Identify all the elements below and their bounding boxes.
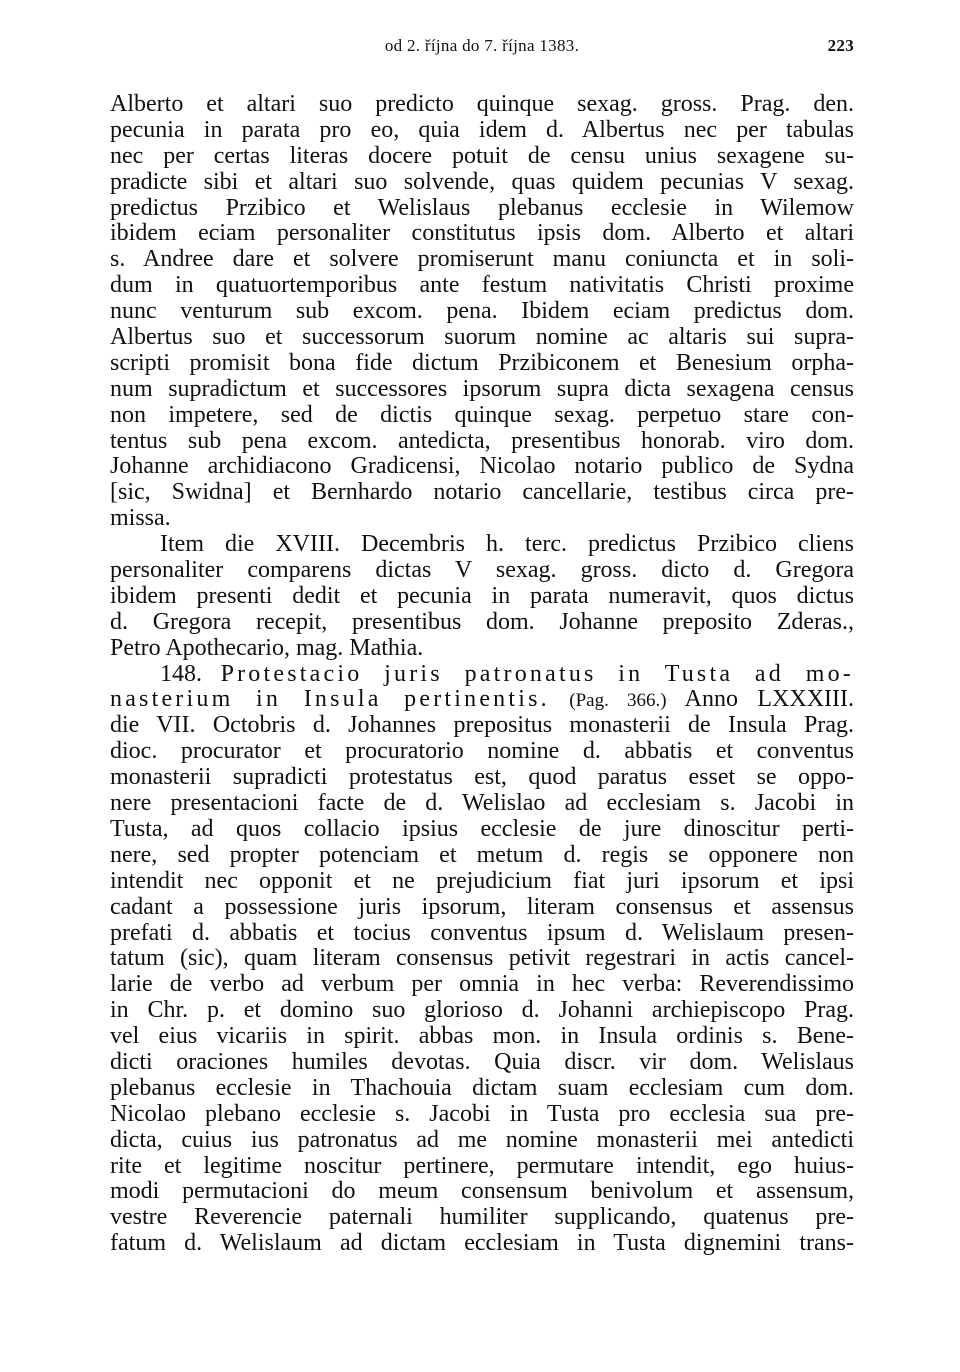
entry-heading-line xyxy=(110,687,854,713)
running-head xyxy=(110,28,854,68)
text-line: Nicolao plebano ecclesie s. Jacobi in Tusta pro ecclesia sua pre- xyxy=(110,1100,854,1127)
text-line: intendit nec opponit et ne prejudicium fiat juri ipsorum et ipsi xyxy=(110,867,854,894)
text-line: pradicte sibi et altari suo solvende, quas quidem pecunias V sexag. xyxy=(110,168,854,195)
body-text xyxy=(110,92,854,1257)
text-line: s. Andree dare et solvere promiserunt manu coniuncta et in soli- xyxy=(110,246,854,273)
page-reference: (Pag. 366.) xyxy=(569,690,667,712)
text-line: monasterii supradicti protestatus est, quod paratus esset se oppo- xyxy=(110,764,854,791)
text-line: personaliter comparens dictas V sexag. gross. dicto d. Gregora xyxy=(110,557,854,584)
text-line: nunc venturum sub excom. pena. Ibidem eciam predictus dom. xyxy=(110,298,854,325)
text-line: die VII. Octobris d. Johannes prepositus monasterii de Insula Prag. xyxy=(110,712,854,739)
entry-title-continued: nasterium in Insula pertinentis. xyxy=(110,686,550,713)
text-line: missa. xyxy=(110,505,171,532)
text-line: vel eius vicariis in spirit. abbas mon. in Insula ordinis s. Bene- xyxy=(110,1023,854,1050)
entry-date-start: Anno LXXXIII. xyxy=(684,686,855,713)
text-line: Albertus suo et successorum suorum nomine ac altaris sui supra- xyxy=(110,324,854,351)
text-line: predictus Przibico et Welislaus plebanus ecclesie in Wilemow xyxy=(110,194,854,221)
text-line: dioc. procurator et procuratorio nomine d. abbatis et conventus xyxy=(110,738,854,765)
text-line: modi permutacioni do meum consensum benivolum et assensum, xyxy=(110,1178,854,1205)
text-line: rite et legitime noscitur pertinere, permutare intendit, ego huius- xyxy=(110,1152,854,1179)
text-line: ibidem presenti dedit et pecunia in parata numeravit, quos dictus xyxy=(110,582,854,609)
page-number: 223 xyxy=(827,36,854,55)
text-line: in Chr. p. et domino suo glorioso d. Johanni archiepiscopo Prag. xyxy=(110,997,854,1024)
text-line: tentus sub pena excom. antedicta, presentibus honorab. viro dom. xyxy=(110,427,854,454)
text-line: nere, sed propter potenciam et metum d. regis se opponere non xyxy=(110,841,854,868)
text-line: Tusta, ad quos collacio ipsius ecclesie de jure dinoscitur perti- xyxy=(110,815,854,842)
entry-title: Protestacio juris patronatus in Tusta ad mo- xyxy=(220,660,855,687)
text-line: larie de verbo ad verbum per omnia in hec verba: Reverendissimo xyxy=(110,971,854,998)
text-line: nec per certas literas docere potuit de censu unius sexagene su- xyxy=(110,142,854,169)
text-line: plebanus ecclesie in Thachouia dictam suam ecclesiam cum dom. xyxy=(110,1074,854,1101)
entry-number: 148. xyxy=(160,660,202,687)
text-line: Item die XVIII. Decembris h. terc. predictus Przibico cliens xyxy=(160,531,854,558)
text-line: cadant a possessione juris ipsorum, literam consensus et assensus xyxy=(110,893,854,920)
text-line: ibidem eciam personaliter constitutus ipsis dom. Alberto et altari xyxy=(110,220,854,247)
text-line: num supradictum et successores ipsorum supra dicta sexagena census xyxy=(110,375,854,402)
text-line: prefati d. abbatis et tocius conventus ipsum d. Welislaum presen- xyxy=(110,919,854,946)
entry-heading-line xyxy=(110,662,854,688)
text-line: non impetere, sed de dictis quinque sexag. perpetuo stare con- xyxy=(110,401,854,428)
document-page xyxy=(110,28,854,1257)
text-line: dum in quatuortemporibus ante festum nativitatis Christi proxime xyxy=(110,272,854,299)
text-line: Petro Apothecario, mag. Mathia. xyxy=(110,634,424,661)
text-line: fatum d. Welislaum ad dictam ecclesiam in Tusta dignemini trans- xyxy=(110,1230,854,1257)
text-line: dicta, cuius ius patronatus ad me nomine monasterii mei antedicti xyxy=(110,1126,854,1153)
text-line: Alberto et altari suo predicto quinque sexag. gross. Prag. den. xyxy=(110,91,854,117)
text-line: tatum (sic), quam literam consensus petivit regestrari in actis cancel- xyxy=(110,945,854,972)
text-line: pecunia in parata pro eo, quia idem d. Albertus nec per tabulas xyxy=(110,116,854,143)
text-line: vestre Reverencie paternali humiliter supplicando, quatenus pre- xyxy=(110,1204,854,1231)
text-line: nere presentacioni facte de d. Welislao ad ecclesiam s. Jacobi in xyxy=(110,790,854,817)
text-line: scripti promisit bona fide dictum Przibiconem et Benesium orpha- xyxy=(110,349,854,376)
text-line: [sic, Swidna] et Bernhardo notario cancellarie, testibus circa pre- xyxy=(110,479,854,506)
text-line: d. Gregora recepit, presentibus dom. Johanne preposito Zderas., xyxy=(110,608,854,635)
text-line: dicti oraciones humiles devotas. Quia discr. vir dom. Welislaus xyxy=(110,1048,854,1075)
text-line: Johanne archidiacono Gradicensi, Nicolao notario publico de Sydna xyxy=(110,453,854,480)
running-head-title: od 2. října do 7. října 1383. xyxy=(384,36,580,55)
